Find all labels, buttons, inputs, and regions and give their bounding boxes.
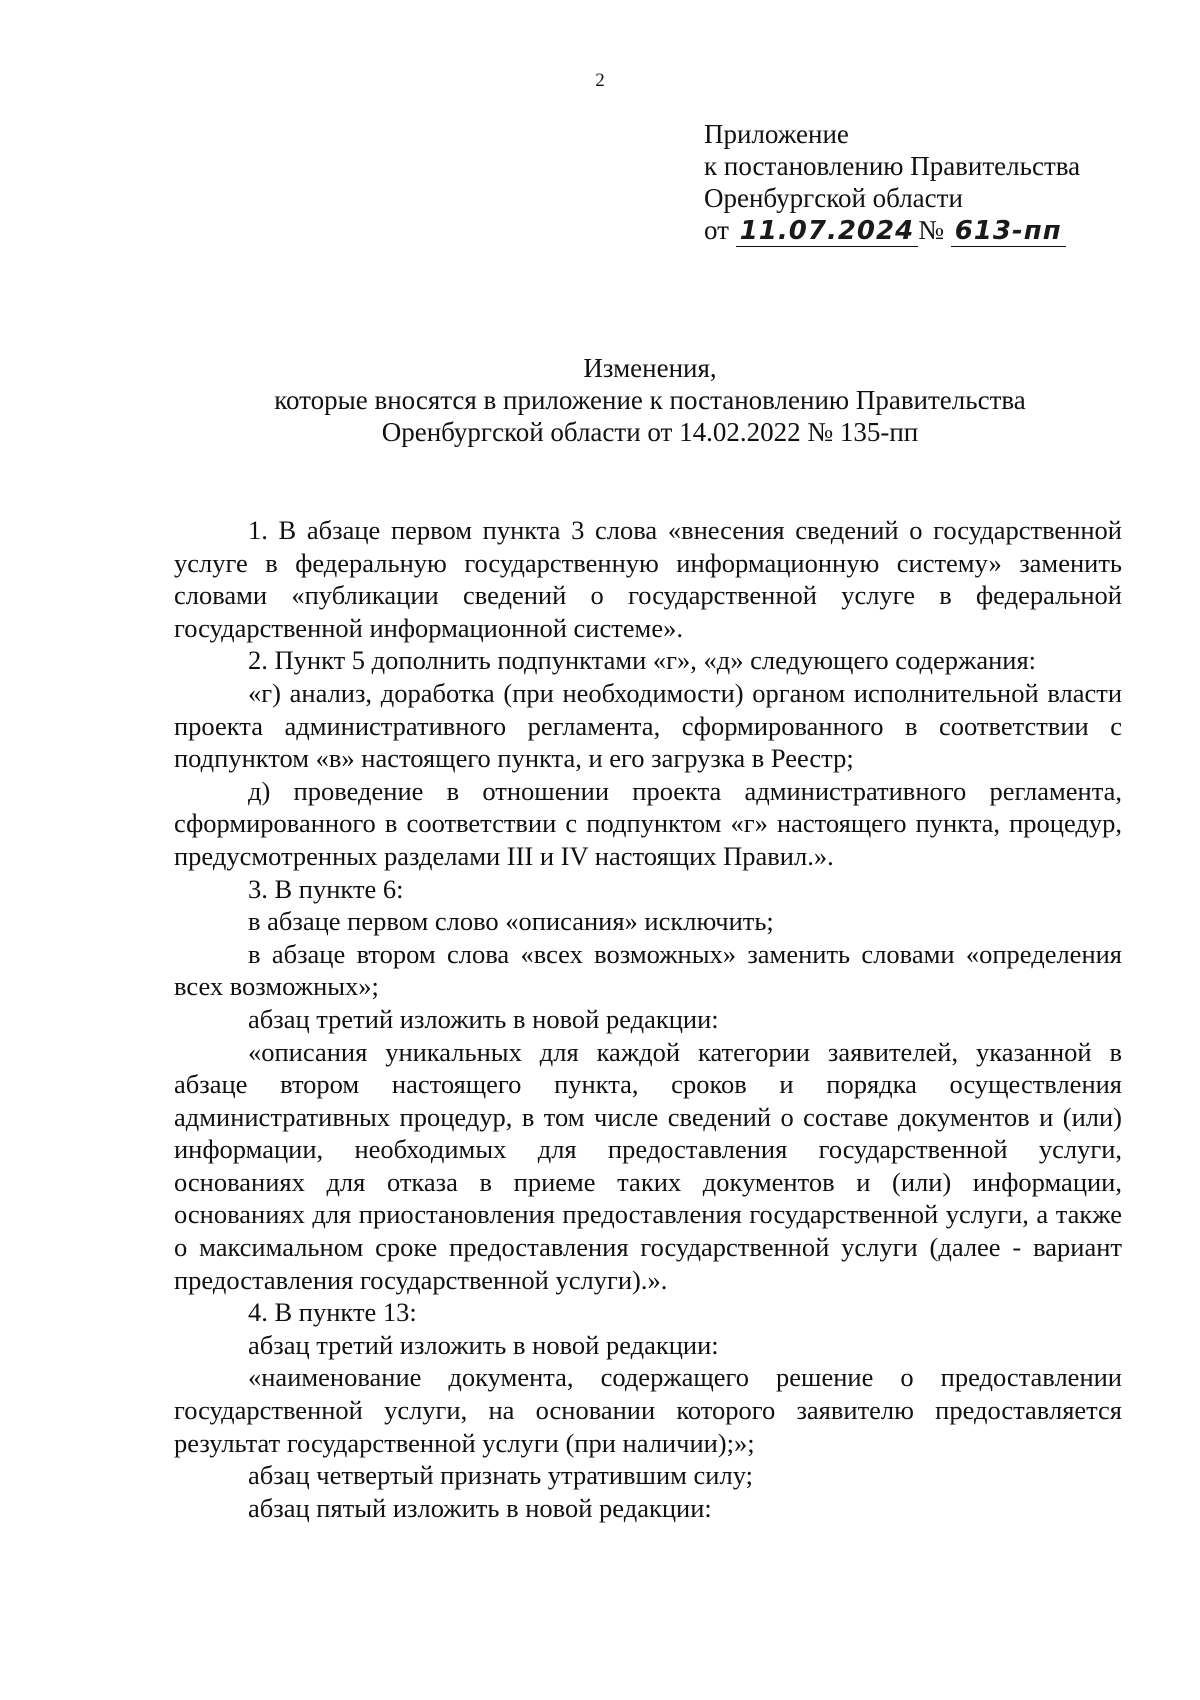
document-title [160, 352, 1140, 448]
paragraph: 1. В абзаце первом пункта 3 слова «внесения сведений о государственной услуге в федеральную государственную информационную систему» заменить словами «публикации сведений о государственной услуге в федеральной государственной информационной системе». [174, 515, 1122, 643]
paragraph: 4. В пункте 13: [248, 1297, 417, 1328]
paragraph: абзац третий изложить в новой редакции: [248, 1003, 719, 1034]
paragraph: 2. Пункт 5 дополнить подпунктами «г», «д» следующего содержания: [248, 645, 1037, 676]
paragraph: д) проведение в отношении проекта административного регламента, сформированного в соответствии с подпунктом «г» настоящего пункта, процедур, предусмотренных разделами III и IV настоящих Правил.». [174, 775, 1122, 871]
handwritten-number: 613-пп [951, 216, 1066, 247]
page-number: 2 [595, 70, 605, 91]
document-body [174, 514, 1122, 1524]
paragraph: абзац пятый изложить в новой редакции: [248, 1492, 712, 1523]
appendix-reference: к постановлению Правительства [704, 151, 1081, 181]
appendix-date-line [704, 214, 1080, 247]
number-sign: № [918, 215, 944, 245]
paragraph: «г) анализ, доработка (при необходимости) органом исполнительной власти проекта административного регламента, сформированного в соответствии с подпунктом «в» настоящего пункта, и его загрузка в Реестр; [174, 677, 1122, 774]
paragraph: в абзаце первом слово «описания» исключить; [248, 906, 774, 937]
handwritten-date: 11.07.2024 [736, 216, 918, 247]
title-subheading: которые вносятся в приложение к постановлению Правительства [274, 385, 1026, 415]
paragraph: абзац четвертый признать утратившим силу; [248, 1460, 753, 1491]
paragraph: абзац третий изложить в новой редакции: [248, 1329, 719, 1360]
paragraph: «описания уникальных для каждой категории заявителей, указанной в абзаце втором настоящего пункта, сроков и порядка осуществления административных процедур, в том числе сведений о составе документов и (или) информации, необходимых для предоставления государственной услуги, основаниях для отказа в приеме таких документов и (или) информации, основаниях для приостановления предоставления государственной услуги, а также о максимальном сроке предоставления государственной услуги (далее - вариант предоставления государственной услуги).». [174, 1036, 1122, 1295]
date-prefix: от [704, 215, 729, 245]
appendix-region: Оренбургской области [704, 183, 963, 213]
appendix-label: Приложение [704, 119, 849, 149]
title-reference: Оренбургской области от 14.02.2022 № 135-пп [381, 417, 919, 447]
paragraph: 3. В пункте 6: [248, 873, 404, 904]
appendix-header [704, 118, 1080, 247]
paragraph: в абзаце втором слова «всех возможных» заменить словами «определения всех возможных»; [174, 938, 1122, 1002]
paragraph: «наименование документа, содержащего решение о предоставлении государственной услуги, на основании которого заявителю предоставляется результат государственной услуги (при наличии);»; [174, 1362, 1122, 1458]
title-heading: Изменения, [583, 353, 717, 383]
